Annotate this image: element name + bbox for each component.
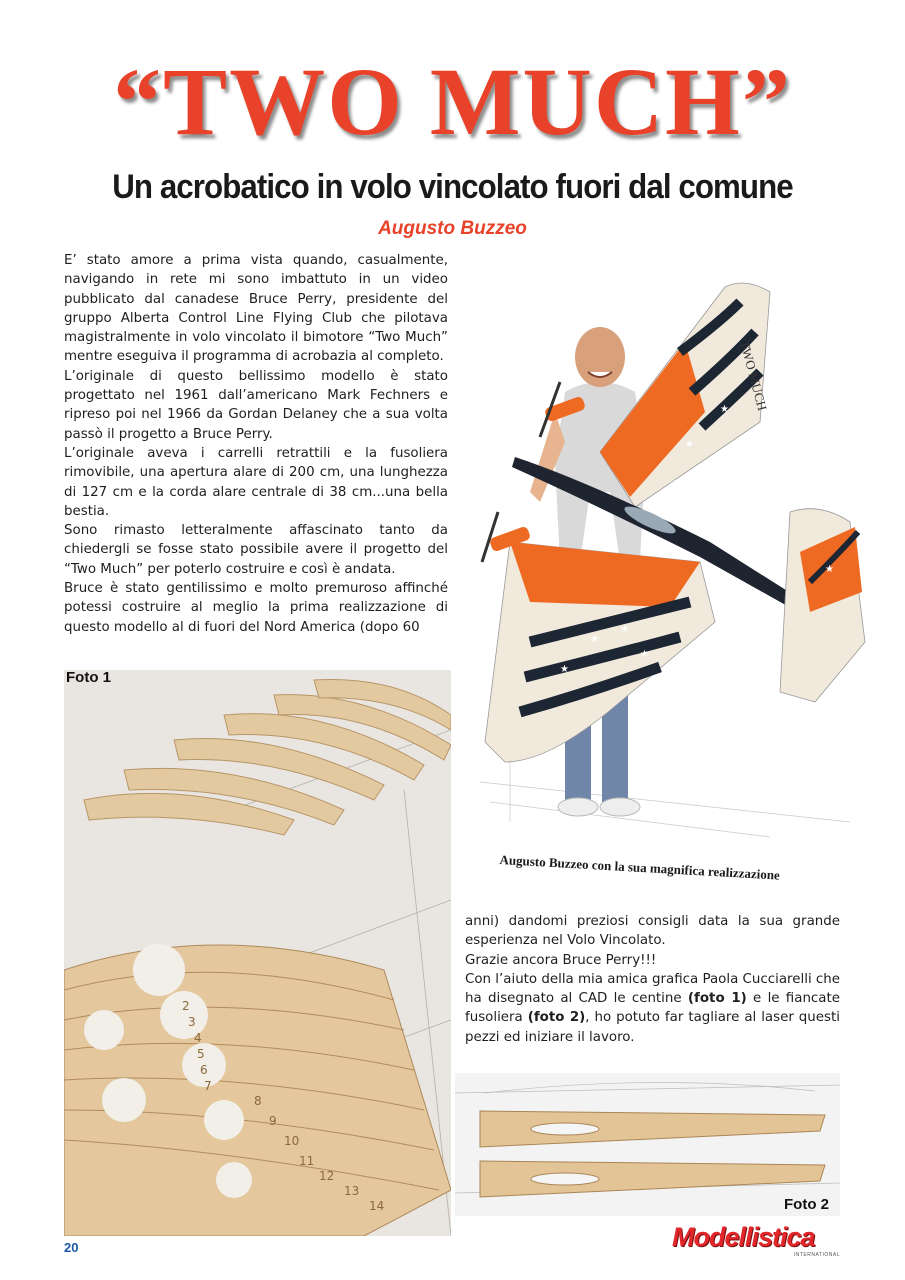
article-author: Augusto Buzzeo: [378, 218, 527, 239]
plane-illustration: [470, 262, 880, 862]
rib-number: 13: [344, 1184, 360, 1198]
rib-number: 5: [197, 1047, 205, 1061]
photo-reference: (foto 2): [527, 1010, 586, 1026]
rib-number: 11: [299, 1154, 315, 1168]
svg-text:★: ★: [710, 464, 719, 475]
rib-number: 14: [369, 1199, 385, 1213]
svg-text:★: ★: [685, 439, 694, 450]
rib-number: 7: [204, 1079, 212, 1093]
rib-number: 8: [254, 1094, 262, 1108]
article-title: “TWO MUCH”: [113, 48, 792, 155]
magazine-logo-subtitle: INTERNATIONAL: [793, 1252, 840, 1258]
rib-number: 2: [182, 999, 190, 1013]
rib-number: 9: [269, 1114, 277, 1128]
paragraph: [465, 970, 840, 1047]
rib-number: 3: [188, 1015, 196, 1029]
page-number: 20: [64, 1240, 79, 1255]
text-run: Con l’aiuto della mia amica grafica Paola Cucciarelli che ha disegnato al CAD le centine: [465, 971, 841, 1007]
rib-number: 10: [284, 1134, 300, 1148]
svg-text:★: ★: [560, 664, 569, 675]
rib-number: 6: [200, 1063, 208, 1077]
text-run: e le fiancate fusoliera: [465, 991, 840, 1026]
svg-text:★: ★: [670, 479, 679, 490]
hero-photo-caption: Augusto Buzzeo con la sua magnifica realizzazione: [499, 852, 781, 883]
magazine-logo: [672, 1222, 842, 1262]
paragraph: Sono rimasto letteralmente affascinato tanto da chiedergli se fosse stato possibile avere il progetto del “Two Much” per poterlo costruire e così è andata.: [64, 523, 448, 577]
wing-lettering: TWO MUCH: [737, 338, 771, 413]
right-text-column: [465, 912, 840, 1047]
rib-number: 12: [319, 1169, 335, 1183]
photo-reference: (foto 1): [687, 991, 747, 1007]
photo-1-ribs: [64, 670, 451, 1236]
photo-1-label: Foto 1: [66, 669, 111, 686]
paragraph: L’originale aveva i carrelli retrattili e la fusoliera rimovibile, una apertura alare di 200 cm, una lunghezza di 127 cm e la corda alare centrale di 38 cm...una bella bestia.: [64, 445, 448, 519]
ribs-illustration: [64, 670, 451, 1236]
svg-text:★: ★: [640, 649, 649, 660]
photo-2-fuselage-sides: [455, 1073, 840, 1216]
paragraph: anni) dandomi preziosi consigli data la sua grande esperienza nel Volo Vincolato.: [465, 914, 840, 949]
paragraph: Grazie ancora Bruce Perry!!!: [465, 952, 657, 968]
photo-2-label: Foto 2: [784, 1196, 829, 1213]
left-text-column: [64, 251, 448, 637]
svg-text:★: ★: [620, 624, 629, 635]
paragraph: E’ stato amore a prima vista quando, casualmente, navigando in rete mi sono imbattuto in un video pubblicato dal canadese Bruce Perry, presidente del gruppo Alberta Control Line Flying Club che pilotava magistralmente in volo vincolato il bimotore “Two Much” mentre eseguiva il programma di acrobazia al completo.: [64, 253, 448, 365]
svg-text:★: ★: [825, 564, 834, 575]
hero-photo-plane: [470, 262, 880, 862]
paragraph: L’originale di questo bellissimo modello è stato progettato nel 1961 dall’americano Mark Fechners e ripreso poi nel 1966 da Gordan Delaney che a sua volta passò il progetto a Bruce Perry.: [64, 368, 448, 442]
svg-text:★: ★: [590, 634, 599, 645]
magazine-logo-text: Modellistica: [672, 1222, 815, 1252]
svg-text:★: ★: [720, 404, 729, 415]
fuselage-illustration: [455, 1073, 840, 1216]
rib-number: 4: [194, 1031, 202, 1045]
article-subtitle: Un acrobatico in volo vincolato fuori dal comune: [112, 168, 793, 206]
paragraph: Bruce è stato gentilissimo e molto premuroso affinché potessi costruire al meglio la prima realizzazione di questo modello al di fuori del Nord America (dopo 60: [64, 581, 448, 635]
text-run: , ho potuto far tagliare al laser questi pezzi ed iniziare il lavoro.: [465, 1010, 840, 1045]
